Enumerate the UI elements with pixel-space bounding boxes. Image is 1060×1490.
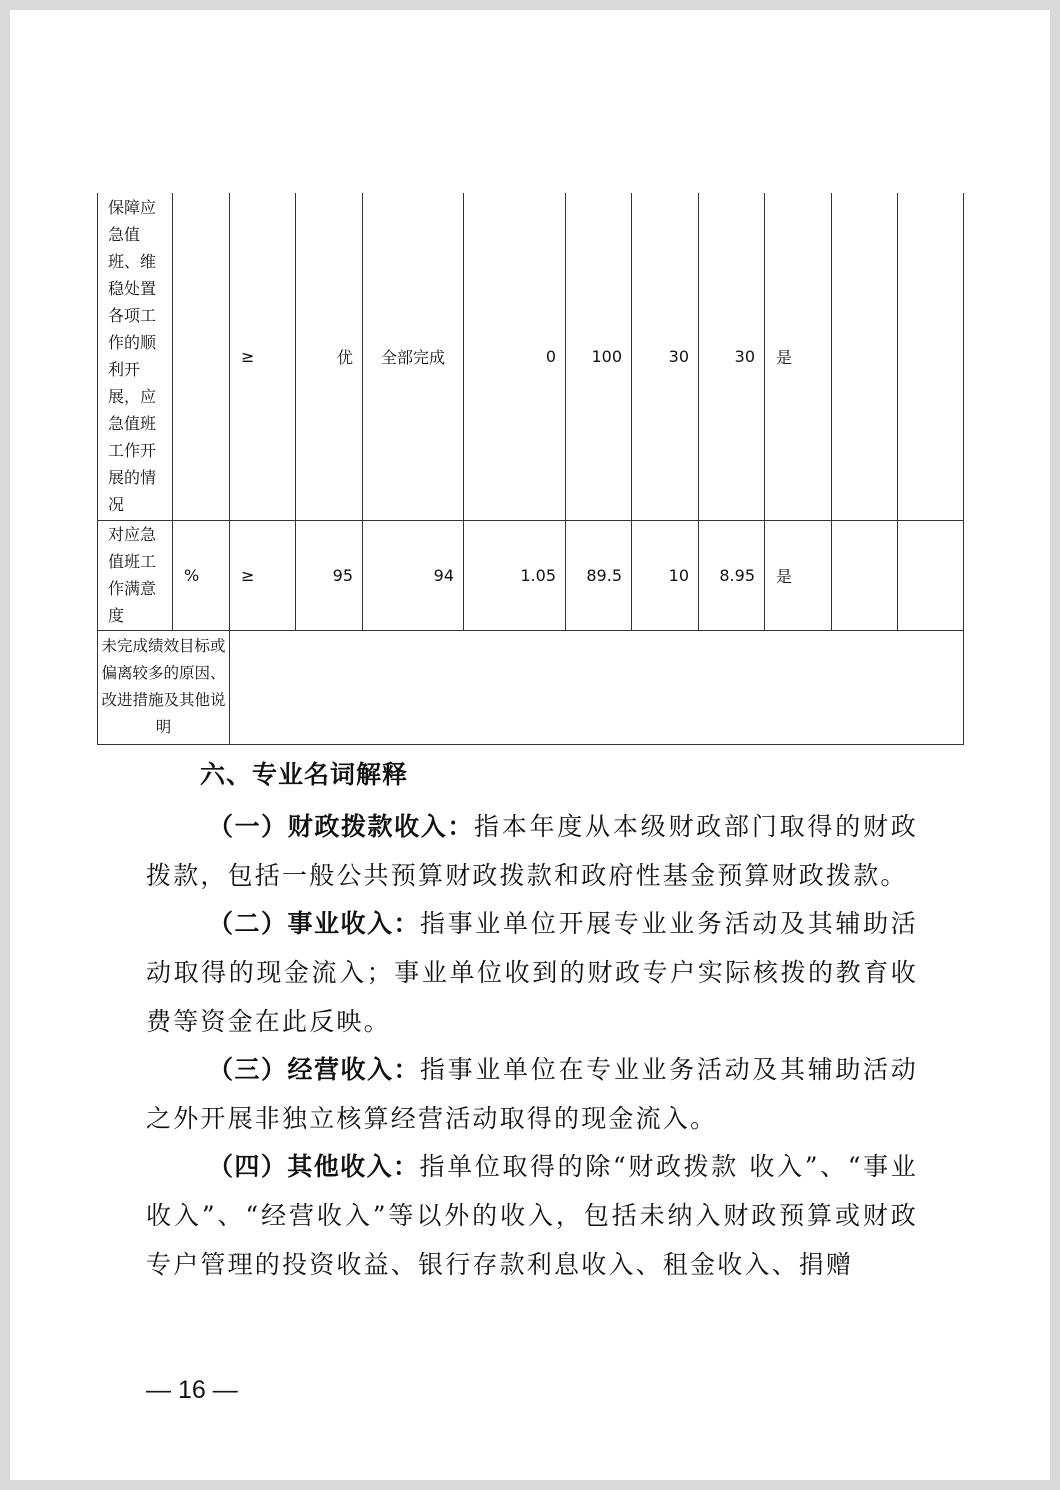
indicator-name-cell: 保障应急值班、维稳处置各项工作的顺利开展，应急值班工作开展的情况 bbox=[98, 193, 173, 520]
definition-term: （三）经营收入： bbox=[208, 1055, 420, 1084]
weight-cell: 30 bbox=[632, 193, 699, 520]
completion-rate-cell: 100 bbox=[566, 193, 632, 520]
page-number: — 16 — bbox=[146, 1376, 238, 1404]
explanation-label-cell: 未完成绩效目标或偏离较多的原因、改进措施及其他说明 bbox=[98, 630, 230, 744]
achieved-cell: 是 bbox=[765, 520, 832, 630]
definition-term: （四）其他收入： bbox=[208, 1152, 420, 1181]
deviation-cell: 1.05 bbox=[464, 520, 566, 630]
indicator-name-cell: 对应急值班工作满意度 bbox=[98, 520, 173, 630]
target-cell: 优 bbox=[296, 193, 363, 520]
definition-text: 指事业单位在专业业务活动及其辅助活动之外开展非独立核算经营活动取得的现金流入。 bbox=[146, 1055, 918, 1133]
performance-indicator-table bbox=[97, 193, 964, 745]
definition-text: 指事业单位开展专业业务活动及其辅助活动取得的现金流入；事业单位收到的财政专户实际核拨的教育收费等资金在此反映。 bbox=[146, 909, 918, 1036]
achieved-cell: 是 bbox=[765, 193, 832, 520]
actual-cell: 94 bbox=[363, 520, 464, 630]
table-row bbox=[98, 193, 964, 520]
empty-cell bbox=[832, 193, 898, 520]
score-cell: 30 bbox=[699, 193, 765, 520]
target-cell: 95 bbox=[296, 520, 363, 630]
definition-term: （一）财政拨款收入： bbox=[208, 812, 474, 841]
definition-paragraph bbox=[146, 802, 918, 900]
empty-cell bbox=[832, 520, 898, 630]
definition-paragraph bbox=[146, 899, 918, 1046]
weight-cell: 10 bbox=[632, 520, 699, 630]
unit-cell: % bbox=[173, 520, 230, 630]
score-cell: 8.95 bbox=[699, 520, 765, 630]
definition-paragraph bbox=[146, 1142, 918, 1289]
completion-rate-cell: 89.5 bbox=[566, 520, 632, 630]
empty-cell bbox=[898, 520, 964, 630]
operator-cell: ≥ bbox=[230, 193, 296, 520]
definition-paragraph bbox=[146, 1045, 918, 1143]
table-row bbox=[98, 630, 964, 744]
explanation-content-cell bbox=[230, 630, 964, 744]
definition-text: 指单位取得的除“财政拨款 收入”、“事业收入”、“经营收入”等以外的收入，包括未纳入财政预算或财政专户管理的投资收益、银行存款利息收入、租金收入、捐赠 bbox=[146, 1152, 918, 1279]
actual-cell: 全部完成 bbox=[363, 193, 464, 520]
table-row bbox=[98, 520, 964, 630]
operator-cell: ≥ bbox=[230, 520, 296, 630]
unit-cell bbox=[173, 193, 230, 520]
definition-text: 指本年度从本级财政部门取得的财政拨款，包括一般公共预算财政拨款和政府性基金预算财政拨款。 bbox=[146, 812, 918, 890]
definition-term: （二）事业收入： bbox=[208, 909, 420, 938]
section-heading: 六、专业名词解释 bbox=[200, 760, 409, 789]
deviation-cell: 0 bbox=[464, 193, 566, 520]
empty-cell bbox=[898, 193, 964, 520]
